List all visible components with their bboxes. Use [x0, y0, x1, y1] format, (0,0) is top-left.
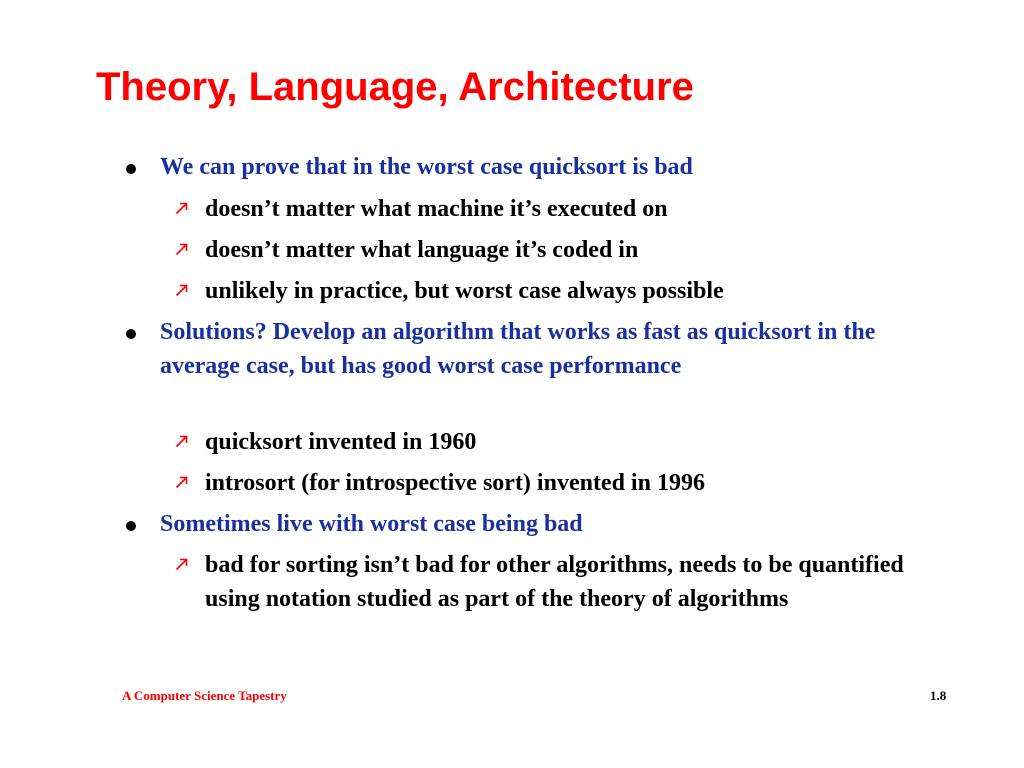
bullet-text: Solutions? Develop an algorithm that works as fast as quicksort in the average case, but has good worst case performance [160, 319, 876, 379]
sub-item-text: doesn’t matter what language it’s coded in [205, 237, 639, 263]
sub-item [205, 425, 965, 459]
diagonal-arrow-icon [175, 192, 191, 226]
diagonal-arrow-icon [175, 274, 191, 308]
sub-item [205, 466, 965, 500]
sub-item-text: introsort (for introspective sort) invented in 1996 [205, 470, 705, 496]
diagonal-arrow-icon [175, 425, 191, 459]
bullet-dot-icon [126, 164, 136, 174]
bullet-item [160, 150, 940, 184]
bullet-item [160, 315, 880, 383]
footer-page-number: 1.8 [930, 688, 947, 703]
diagonal-arrow-icon [175, 233, 191, 267]
sub-item-text: quicksort invented in 1960 [205, 429, 477, 455]
bullet-text: We can prove that in the worst case quicksort is bad [160, 154, 693, 180]
sub-item [205, 548, 960, 616]
sub-item-text: doesn’t matter what machine it’s executed on [205, 196, 668, 222]
diagonal-arrow-icon [175, 548, 191, 582]
bullet-item [160, 507, 940, 541]
bullet-text: Sometimes live with worst case being bad [160, 511, 583, 537]
sub-item [205, 233, 965, 267]
sub-item-text: unlikely in practice, but worst case always possible [205, 278, 724, 304]
sub-item [205, 192, 965, 226]
diagonal-arrow-icon [175, 466, 191, 500]
sub-item-text: bad for sorting isn’t bad for other algorithms, needs to be quantified using notation studied as part of the theory of algorithms [205, 552, 904, 612]
footer-course-title: A Computer Science Tapestry [122, 688, 287, 703]
bullet-dot-icon [126, 329, 136, 339]
bullet-dot-icon [126, 521, 136, 531]
slide-title: Theory, Language, Architecture [96, 65, 694, 109]
sub-item [205, 274, 965, 308]
